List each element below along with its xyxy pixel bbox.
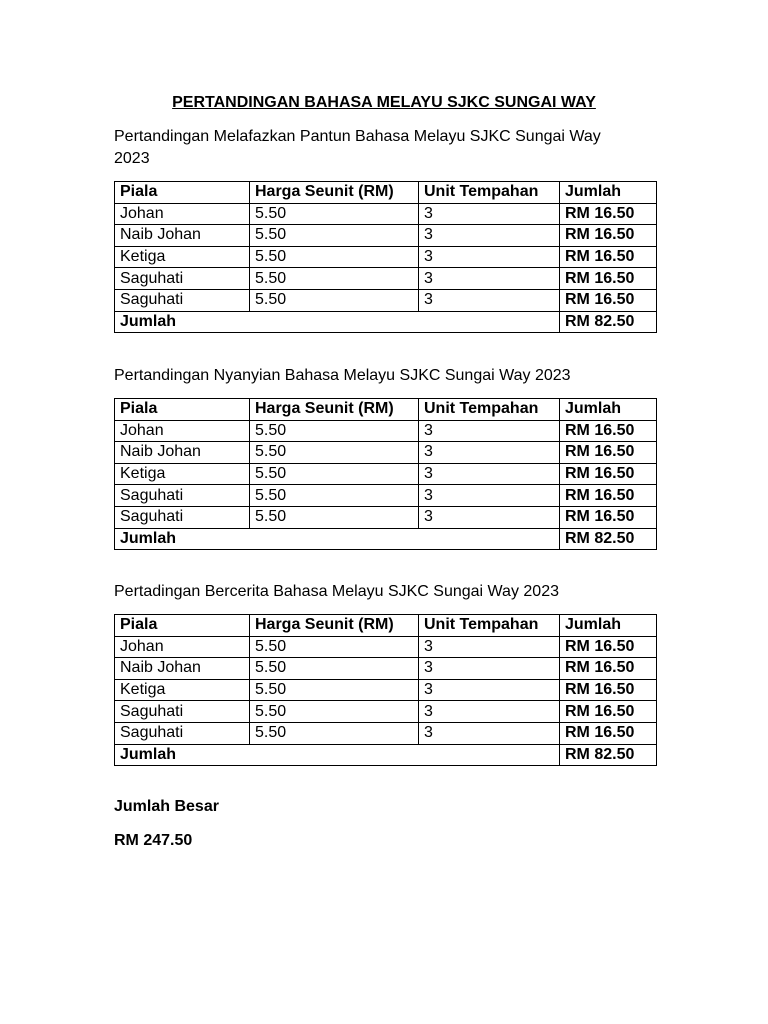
cell-jumlah: RM 16.50 [560,268,657,290]
total-label: Jumlah [115,528,560,550]
cell-jumlah: RM 16.50 [560,246,657,268]
column-header-piala: Piala [115,615,250,637]
grand-total-value: RM 247.50 [114,832,193,849]
table-row [115,506,657,528]
table-row [115,289,657,311]
table-row [115,225,657,247]
bercerita-table [114,614,657,766]
cell-harga: 5.50 [250,636,419,658]
section-title-pantun [114,126,659,170]
cell-harga: 5.50 [250,268,419,290]
cell-jumlah: RM 16.50 [560,289,657,311]
table-row [115,442,657,464]
cell-harga: 5.50 [250,225,419,247]
column-header-unit: Unit Tempahan [419,615,560,637]
table-row [115,463,657,485]
cell-unit: 3 [419,463,560,485]
cell-harga: 5.50 [250,246,419,268]
cell-unit: 3 [419,289,560,311]
column-header-harga: Harga Seunit (RM) [250,182,419,204]
cell-jumlah: RM 16.50 [560,442,657,464]
cell-jumlah: RM 16.50 [560,722,657,744]
cell-harga: 5.50 [250,203,419,225]
pantun-table [114,181,657,333]
table-header-row [115,399,657,421]
cell-unit: 3 [419,506,560,528]
cell-jumlah: RM 16.50 [560,420,657,442]
cell-piala: Naib Johan [115,225,250,247]
column-header-piala: Piala [115,399,250,421]
cell-piala: Ketiga [115,463,250,485]
column-header-harga: Harga Seunit (RM) [250,399,419,421]
column-header-jumlah: Jumlah [560,182,657,204]
total-value: RM 82.50 [560,528,657,550]
cell-harga: 5.50 [250,722,419,744]
section-title-nyanyian: Pertandingan Nyanyian Bahasa Melayu SJKC Sungai Way 2023 [114,367,571,384]
table-total-row [115,528,657,550]
cell-unit: 3 [419,420,560,442]
table-header-row [115,182,657,204]
total-value: RM 82.50 [560,311,657,333]
table-row [115,268,657,290]
table-row [115,679,657,701]
cell-harga: 5.50 [250,485,419,507]
cell-jumlah: RM 16.50 [560,485,657,507]
total-label: Jumlah [115,311,560,333]
cell-harga: 5.50 [250,658,419,680]
cell-jumlah: RM 16.50 [560,225,657,247]
section-title-line: Pertandingan Melafazkan Pantun Bahasa Melayu SJKC Sungai Way [114,128,601,145]
cell-piala: Johan [115,203,250,225]
cell-unit: 3 [419,701,560,723]
table-row [115,636,657,658]
table-row [115,420,657,442]
section-title-bercerita: Pertadingan Bercerita Bahasa Melayu SJKC Sungai Way 2023 [114,583,559,600]
column-header-harga: Harga Seunit (RM) [250,615,419,637]
table-row [115,203,657,225]
cell-jumlah: RM 16.50 [560,636,657,658]
cell-piala: Saguhati [115,485,250,507]
table-total-row [115,744,657,766]
table-row [115,658,657,680]
cell-piala: Johan [115,636,250,658]
table-row [115,701,657,723]
cell-unit: 3 [419,636,560,658]
column-header-unit: Unit Tempahan [419,182,560,204]
cell-jumlah: RM 16.50 [560,701,657,723]
total-value: RM 82.50 [560,744,657,766]
cell-harga: 5.50 [250,506,419,528]
cell-jumlah: RM 16.50 [560,463,657,485]
table-total-row [115,311,657,333]
cell-piala: Naib Johan [115,442,250,464]
table-header-row [115,615,657,637]
cell-piala: Saguhati [115,722,250,744]
cell-piala: Johan [115,420,250,442]
cell-unit: 3 [419,225,560,247]
cell-unit: 3 [419,442,560,464]
cell-jumlah: RM 16.50 [560,506,657,528]
cell-piala: Saguhati [115,268,250,290]
cell-piala: Ketiga [115,246,250,268]
cell-piala: Ketiga [115,679,250,701]
cell-harga: 5.50 [250,679,419,701]
cell-unit: 3 [419,203,560,225]
cell-jumlah: RM 16.50 [560,679,657,701]
table-row [115,722,657,744]
cell-piala: Saguhati [115,701,250,723]
nyanyian-table [114,398,657,550]
page-title: PERTANDINGAN BAHASA MELAYU SJKC SUNGAI WAY [172,94,596,111]
cell-jumlah: RM 16.50 [560,203,657,225]
grand-total-label: Jumlah Besar [114,798,219,815]
cell-unit: 3 [419,485,560,507]
cell-unit: 3 [419,679,560,701]
column-header-piala: Piala [115,182,250,204]
cell-unit: 3 [419,722,560,744]
section-title-line: 2023 [114,150,150,167]
cell-piala: Saguhati [115,506,250,528]
cell-harga: 5.50 [250,463,419,485]
cell-harga: 5.50 [250,420,419,442]
total-label: Jumlah [115,744,560,766]
cell-unit: 3 [419,658,560,680]
cell-harga: 5.50 [250,701,419,723]
table-row [115,246,657,268]
cell-unit: 3 [419,246,560,268]
table-row [115,485,657,507]
cell-unit: 3 [419,268,560,290]
cell-jumlah: RM 16.50 [560,658,657,680]
cell-harga: 5.50 [250,442,419,464]
cell-piala: Saguhati [115,289,250,311]
cell-piala: Naib Johan [115,658,250,680]
cell-harga: 5.50 [250,289,419,311]
column-header-jumlah: Jumlah [560,615,657,637]
column-header-jumlah: Jumlah [560,399,657,421]
column-header-unit: Unit Tempahan [419,399,560,421]
